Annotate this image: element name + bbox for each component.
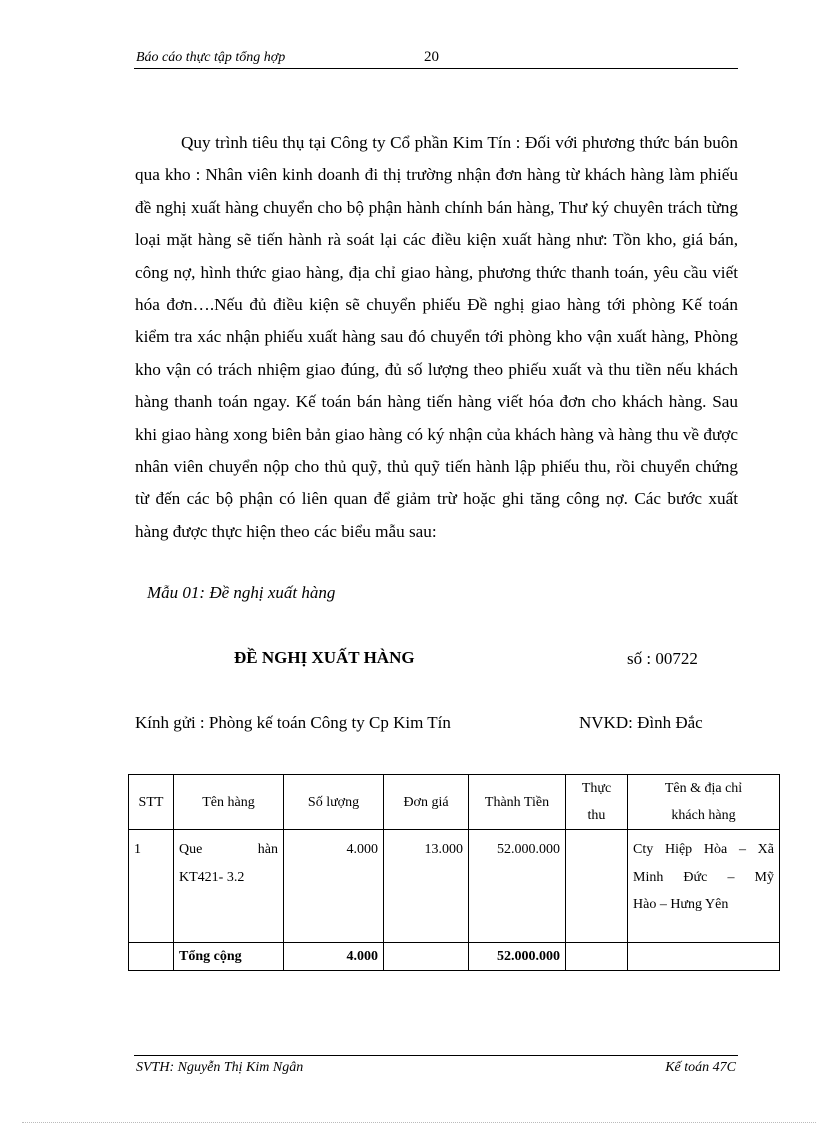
sales-rep: NVKD: Đình Đắc	[579, 713, 703, 732]
cell-empty	[129, 943, 174, 971]
table-row	[129, 830, 780, 943]
department: Kế toán 47C	[665, 1060, 736, 1075]
cell-collected	[566, 830, 628, 943]
form-caption: Mẫu 01: Đề nghị xuất hàng	[147, 583, 336, 602]
cell-qty: 4.000	[284, 830, 384, 943]
cell-customer: Cty Hiệp Hòa – Xã Minh Đức – Mỹ Hào – Hưng Yên	[628, 830, 780, 943]
total-amount: 52.000.000	[469, 943, 566, 971]
col-header-stt: STT	[129, 775, 174, 830]
cell-empty	[384, 943, 469, 971]
recipient-line: Kính gửi : Phòng kế toán Công ty Cp Kim Tín	[135, 713, 451, 732]
table-header-row	[129, 775, 780, 830]
cell-empty	[628, 943, 780, 971]
col-header-qty: Số lượng	[284, 775, 384, 830]
total-row	[129, 943, 780, 971]
cell-amount: 52.000.000	[469, 830, 566, 943]
body-paragraph: Quy trình tiêu thụ tại Công ty Cổ phần Kim Tín : Đối với phương thức bán buôn qua kho : Nhân viên kinh doanh đi thị trường nhận đơn hàng từ khách hàng làm phiếu đề nghị xuất hàng chuyển cho bộ phận hành chính bán hàng, Thư ký chuyên trách từng loại mặt hàng sẽ tiến hành rà soát lại các điều kiện xuất hàng như: Tồn kho, giá bán, công nợ, hình thức giao hàng, địa chỉ giao hàng, phương thức thanh toán, yêu cầu viết hóa đơn….Nếu đủ điều kiện sẽ chuyển phiếu Đề nghị giao hàng tới phòng Kế toán kiểm tra xác nhận phiếu xuất hàng sau đó chuyển tới phòng kho vận xuất hàng, Phòng kho vận có trách nhiệm giao đúng, đủ số lượng theo phiếu xuất và thu tiền nếu khách hàng thanh toán ngay. Kế toán bán hàng tiến hàng viết hóa đơn cho khách hàng. Sau khi giao hàng xong biên bản giao hàng có ký nhận của khách hàng và hàng thu về được nhân viên chuyển nộp cho thủ quỹ, thủ quỹ tiến hành lập phiếu thu, rồi chuyển chứng từ đến các bộ phận có liên quan để giảm trừ hoặc ghi tăng công nợ. Các bước xuất hàng được thực hiện theo các biểu mẫu sau:	[135, 133, 738, 541]
col-header-collected: Thực thu	[566, 775, 628, 830]
student-name: SVTH: Nguyễn Thị Kim Ngân	[136, 1060, 304, 1075]
cell-price: 13.000	[384, 830, 469, 943]
col-header-amount: Thành Tiền	[469, 775, 566, 830]
cell-empty	[566, 943, 628, 971]
col-header-customer: Tên & địa chỉ khách hàng	[628, 775, 780, 830]
page-number: 20	[424, 49, 439, 65]
total-qty: 4.000	[284, 943, 384, 971]
report-title: Báo cáo thực tập tổng hợp	[136, 50, 286, 65]
cell-name: Que hàn KT421- 3.2	[174, 830, 284, 943]
total-label: Tổng cộng	[174, 943, 284, 971]
page-header	[134, 48, 738, 69]
page-footer	[134, 1055, 738, 1078]
col-header-price: Đơn giá	[384, 775, 469, 830]
col-header-name: Tên hàng	[174, 775, 284, 830]
goods-table	[128, 774, 780, 971]
form-title: ĐỀ NGHỊ XUẤT HÀNG	[234, 648, 415, 667]
form-number: số : 00722	[627, 649, 698, 668]
cell-stt: 1	[129, 830, 174, 943]
